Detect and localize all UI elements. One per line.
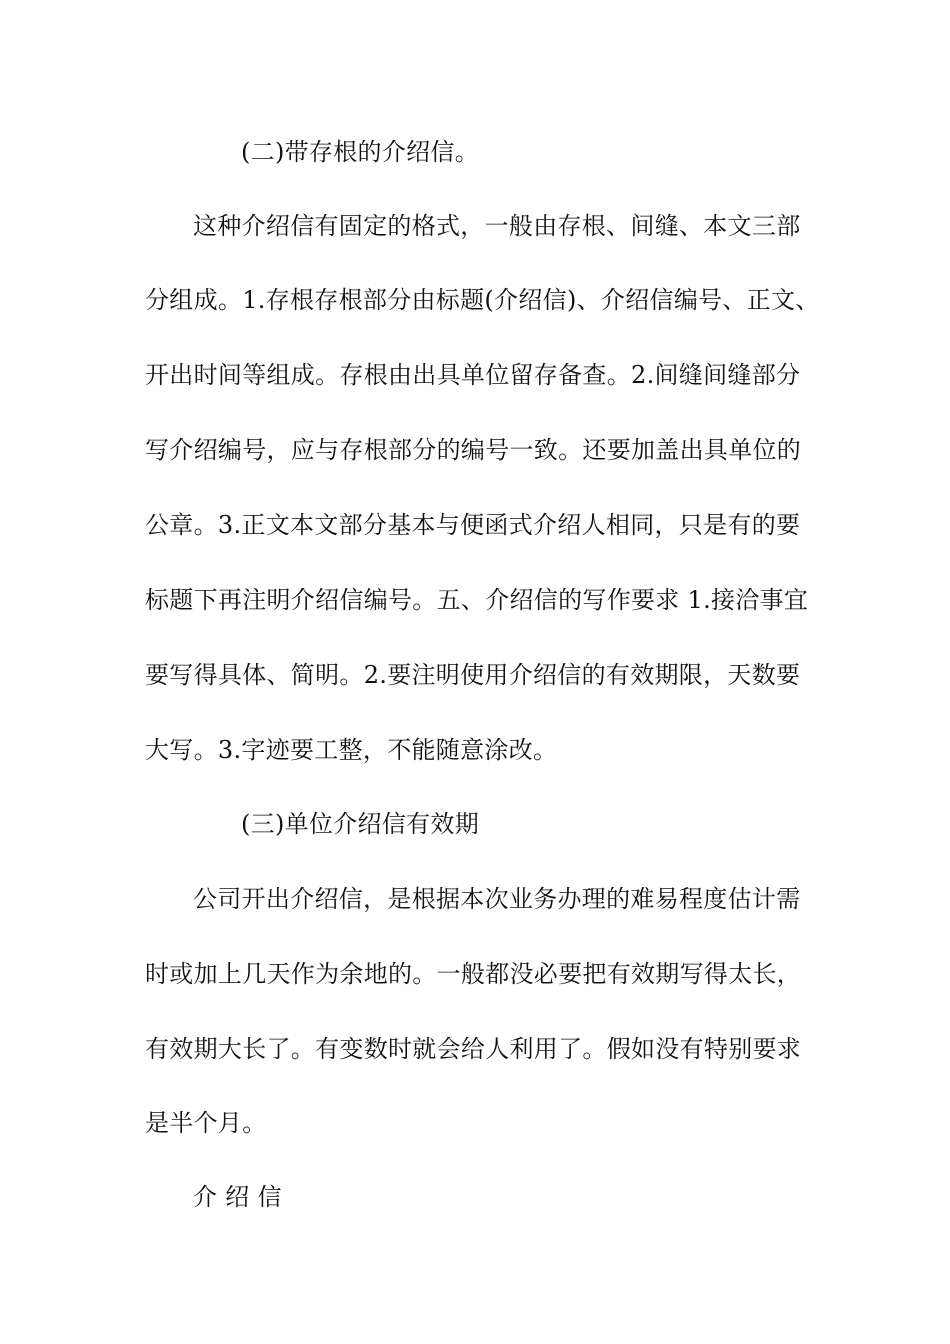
paragraph-line: 分组成。1.存根存根部分由标题(介绍信)、介绍信编号、正文、 (145, 286, 820, 314)
paragraph-line: 标题下再注明介绍信编号。五、介绍信的写作要求 1.接洽事宜 (145, 586, 809, 614)
paragraph-line: 大写。3.字迹要工整，不能随意涂改。 (145, 736, 558, 764)
letter-title: 介 绍 信 (193, 1183, 282, 1211)
section-heading-3: (三)单位介绍信有效期 (241, 810, 480, 838)
paragraph-line: 写介绍编号，应与存根部分的编号一致。还要加盖出具单位的 (145, 436, 802, 464)
paragraph-line: 时或加上几天作为余地的。一般都没必要把有效期写得太长， (145, 960, 802, 988)
paragraph-line: 有效期大长了。有变数时就会给人利用了。假如没有特别要求 (145, 1035, 802, 1063)
paragraph-line: 要写得具体、简明。2.要注明使用介绍信的有效期限，天数要 (145, 661, 801, 689)
paragraph-line: 公司开出介绍信，是根据本次业务办理的难易程度估计需 (193, 885, 801, 913)
paragraph-line: 是半个月。 (145, 1109, 267, 1137)
paragraph-line: 公章。3.正文本文部分基本与便函式介绍人相同，只是有的要 (145, 511, 801, 539)
paragraph-line: 这种介绍信有固定的格式，一般由存根、间缝、本文三部 (193, 212, 801, 240)
paragraph-line: 开出时间等组成。存根由出具单位留存备查。2.间缝间缝部分 (145, 361, 801, 389)
section-heading-2: (二)带存根的介绍信。 (241, 138, 480, 166)
